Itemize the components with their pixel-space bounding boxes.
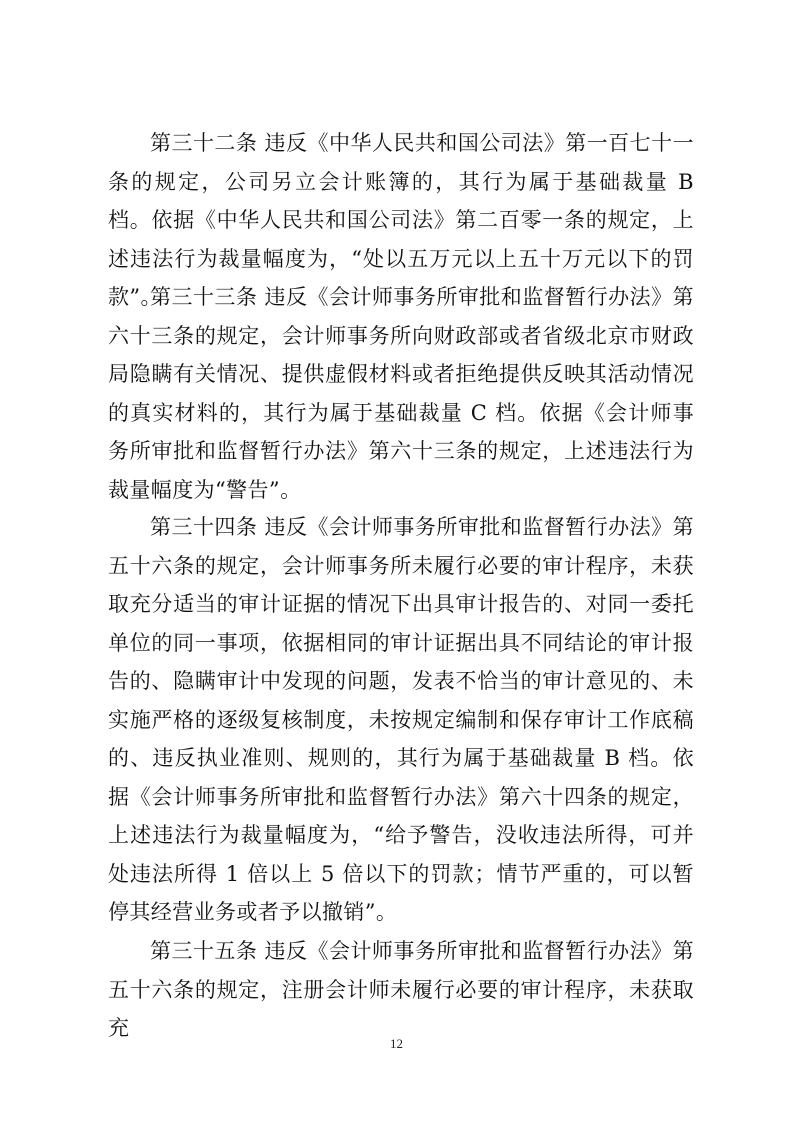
article-35-paragraph: 第三十五条 违反《会计师事务所审批和监督暂行办法》第五十六条的规定，注册会计师未履行必要的审计程序，未获取充: [108, 939, 694, 1040]
article-34-paragraph: 第三十四条 违反《会计师事务所审批和监督暂行办法》第五十六条的规定，会计师事务所未履行必要的审计程序，未获取充分适当的审计证据的情况下出具审计报告的、对同一委托单位的同一事项，依据相同的审计证据出具不同结论的审计报告的、隐瞒审计中发现的问题，发表不恰当的审计意见的、未实施严格的逐级复核制度，未按规定编制和保存审计工作底稿的、违反执业准则、规则的，其行为属于基础裁量 B 档。依据《会计师事务所审批和监督暂行办法》第六十四条的规定，上述违法行为裁量幅度为，“给予警告，没收违法所得，可并处违法所得 1 倍以上 5 倍以下的罚款；情节严重的，可以暂停其经营业务或者予以撤销”。: [108, 515, 694, 924]
article-33-paragraph: 第三十三条 违反《会计师事务所审批和监督暂行办法》第六十三条的规定，会计师事务所向财政部或者省级北京市财政局隐瞒有关情况、提供虚假材料或者拒绝提供反映其活动情况的真实材料的，其行为属于基础裁量 C 档。依据《会计师事务所审批和监督暂行办法》第六十三条的规定，上述违法行为裁量幅度为“警告”。: [108, 285, 694, 502]
page-number: 12: [390, 1036, 403, 1051]
article-32-paragraph: 第三十二条 违反《中华人民共和国公司法》第一百七十一条的规定，公司另立会计账簿的，其行为属于基础裁量 B 档。依据《中华人民共和国公司法》第二百零一条的规定，上述违法行为裁量幅度为，“处以五万元以上五十万元以下的罚款”。: [108, 131, 694, 309]
